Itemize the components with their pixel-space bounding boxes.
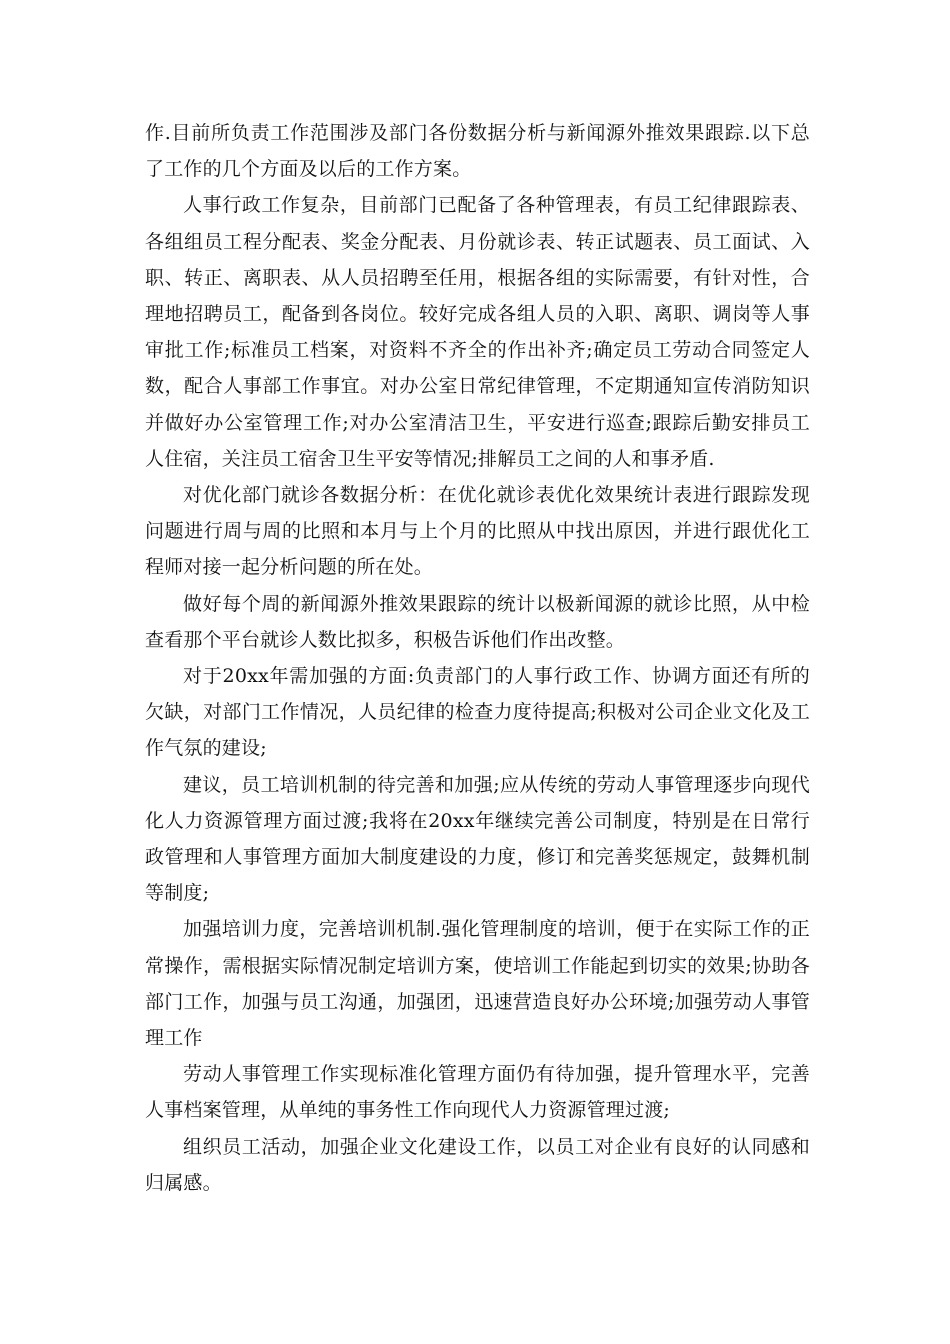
paragraph-areas-to-strengthen: 对于20xx年需加强的方面:负责部门的人事行政工作、协调方面还有所的欠缺，对部门工作情况，人员纪律的检查力度待提高;积极对公司企业文化及工作气氛的建设; — [145, 665, 810, 760]
paragraph-training-suggestion: 建议，员工培训机制的待完善和加强;应从传统的劳动人事管理逐步向现代化人力资源管理方面过渡;我将在20xx年继续完善公司制度，特别是在日常行政管理和人事管理方面加大制度建设的力度，修订和完善奖惩规定，鼓舞机制等制度; — [145, 773, 810, 905]
paragraph-employee-activities: 组织员工活动，加强企业文化建设工作，以员工对企业有良好的认同感和归属感。 — [145, 1135, 810, 1194]
paragraph-optimization-analysis: 对优化部门就诊各数据分析：在优化就诊表优化效果统计表进行跟踪发现问题进行周与周的比照和本月与上个月的比照从中找出原因，并进行跟优化工程师对接一起分析问题的所在处。 — [145, 484, 810, 579]
paragraph-hr-standardization: 劳动人事管理工作实现标准化管理方面仍有待加强，提升管理水平，完善人事档案管理，从单纯的事务性工作向现代人力资源管理过渡; — [145, 1063, 810, 1122]
document-body — [145, 115, 810, 1201]
paragraph-continuation: 作.目前所负责工作范围涉及部门各份数据分析与新闻源外推效果跟踪.以下总了工作的几个方面及以后的工作方案。 — [145, 122, 810, 181]
paragraph-training-efforts: 加强培训力度，完善培训机制.强化管理制度的培训，便于在实际工作的正常操作，需根据实际情况制定培训方案，使培训工作能起到切实的效果;协助各部门工作，加强与员工沟通，加强团，迅速营造良好办公环境;加强劳动人事管理工作 — [145, 918, 810, 1050]
paragraph-news-source-tracking: 做好每个周的新闻源外推效果跟踪的统计以极新闻源的就诊比照，从中检查看那个平台就诊人数比拟多，积极告诉他们作出改整。 — [145, 592, 810, 651]
paragraph-hr-admin-work: 人事行政工作复杂，目前部门已配备了各种管理表，有员工纪律跟踪表、各组组员工程分配表、奖金分配表、月份就诊表、转正试题表、员工面试、入职、转正、离职表、从人员招聘至任用，根据各组的实际需要，有针对性，合理地招聘员工，配备到各岗位。较好完成各组人员的入职、离职、调岗等人事审批工作;标准员工档案，对资料不齐全的作出补齐;确定员工劳动合同签定人数，配合人事部工作事宜。对办公室日常纪律管理，不定期通知宣传消防知识并做好办公室管理工作;对办公室清洁卫生，平安进行巡查;跟踪后勤安排员工人住宿，关注员工宿舍卫生平安等情况;排解员工之间的人和事矛盾. — [145, 194, 810, 470]
